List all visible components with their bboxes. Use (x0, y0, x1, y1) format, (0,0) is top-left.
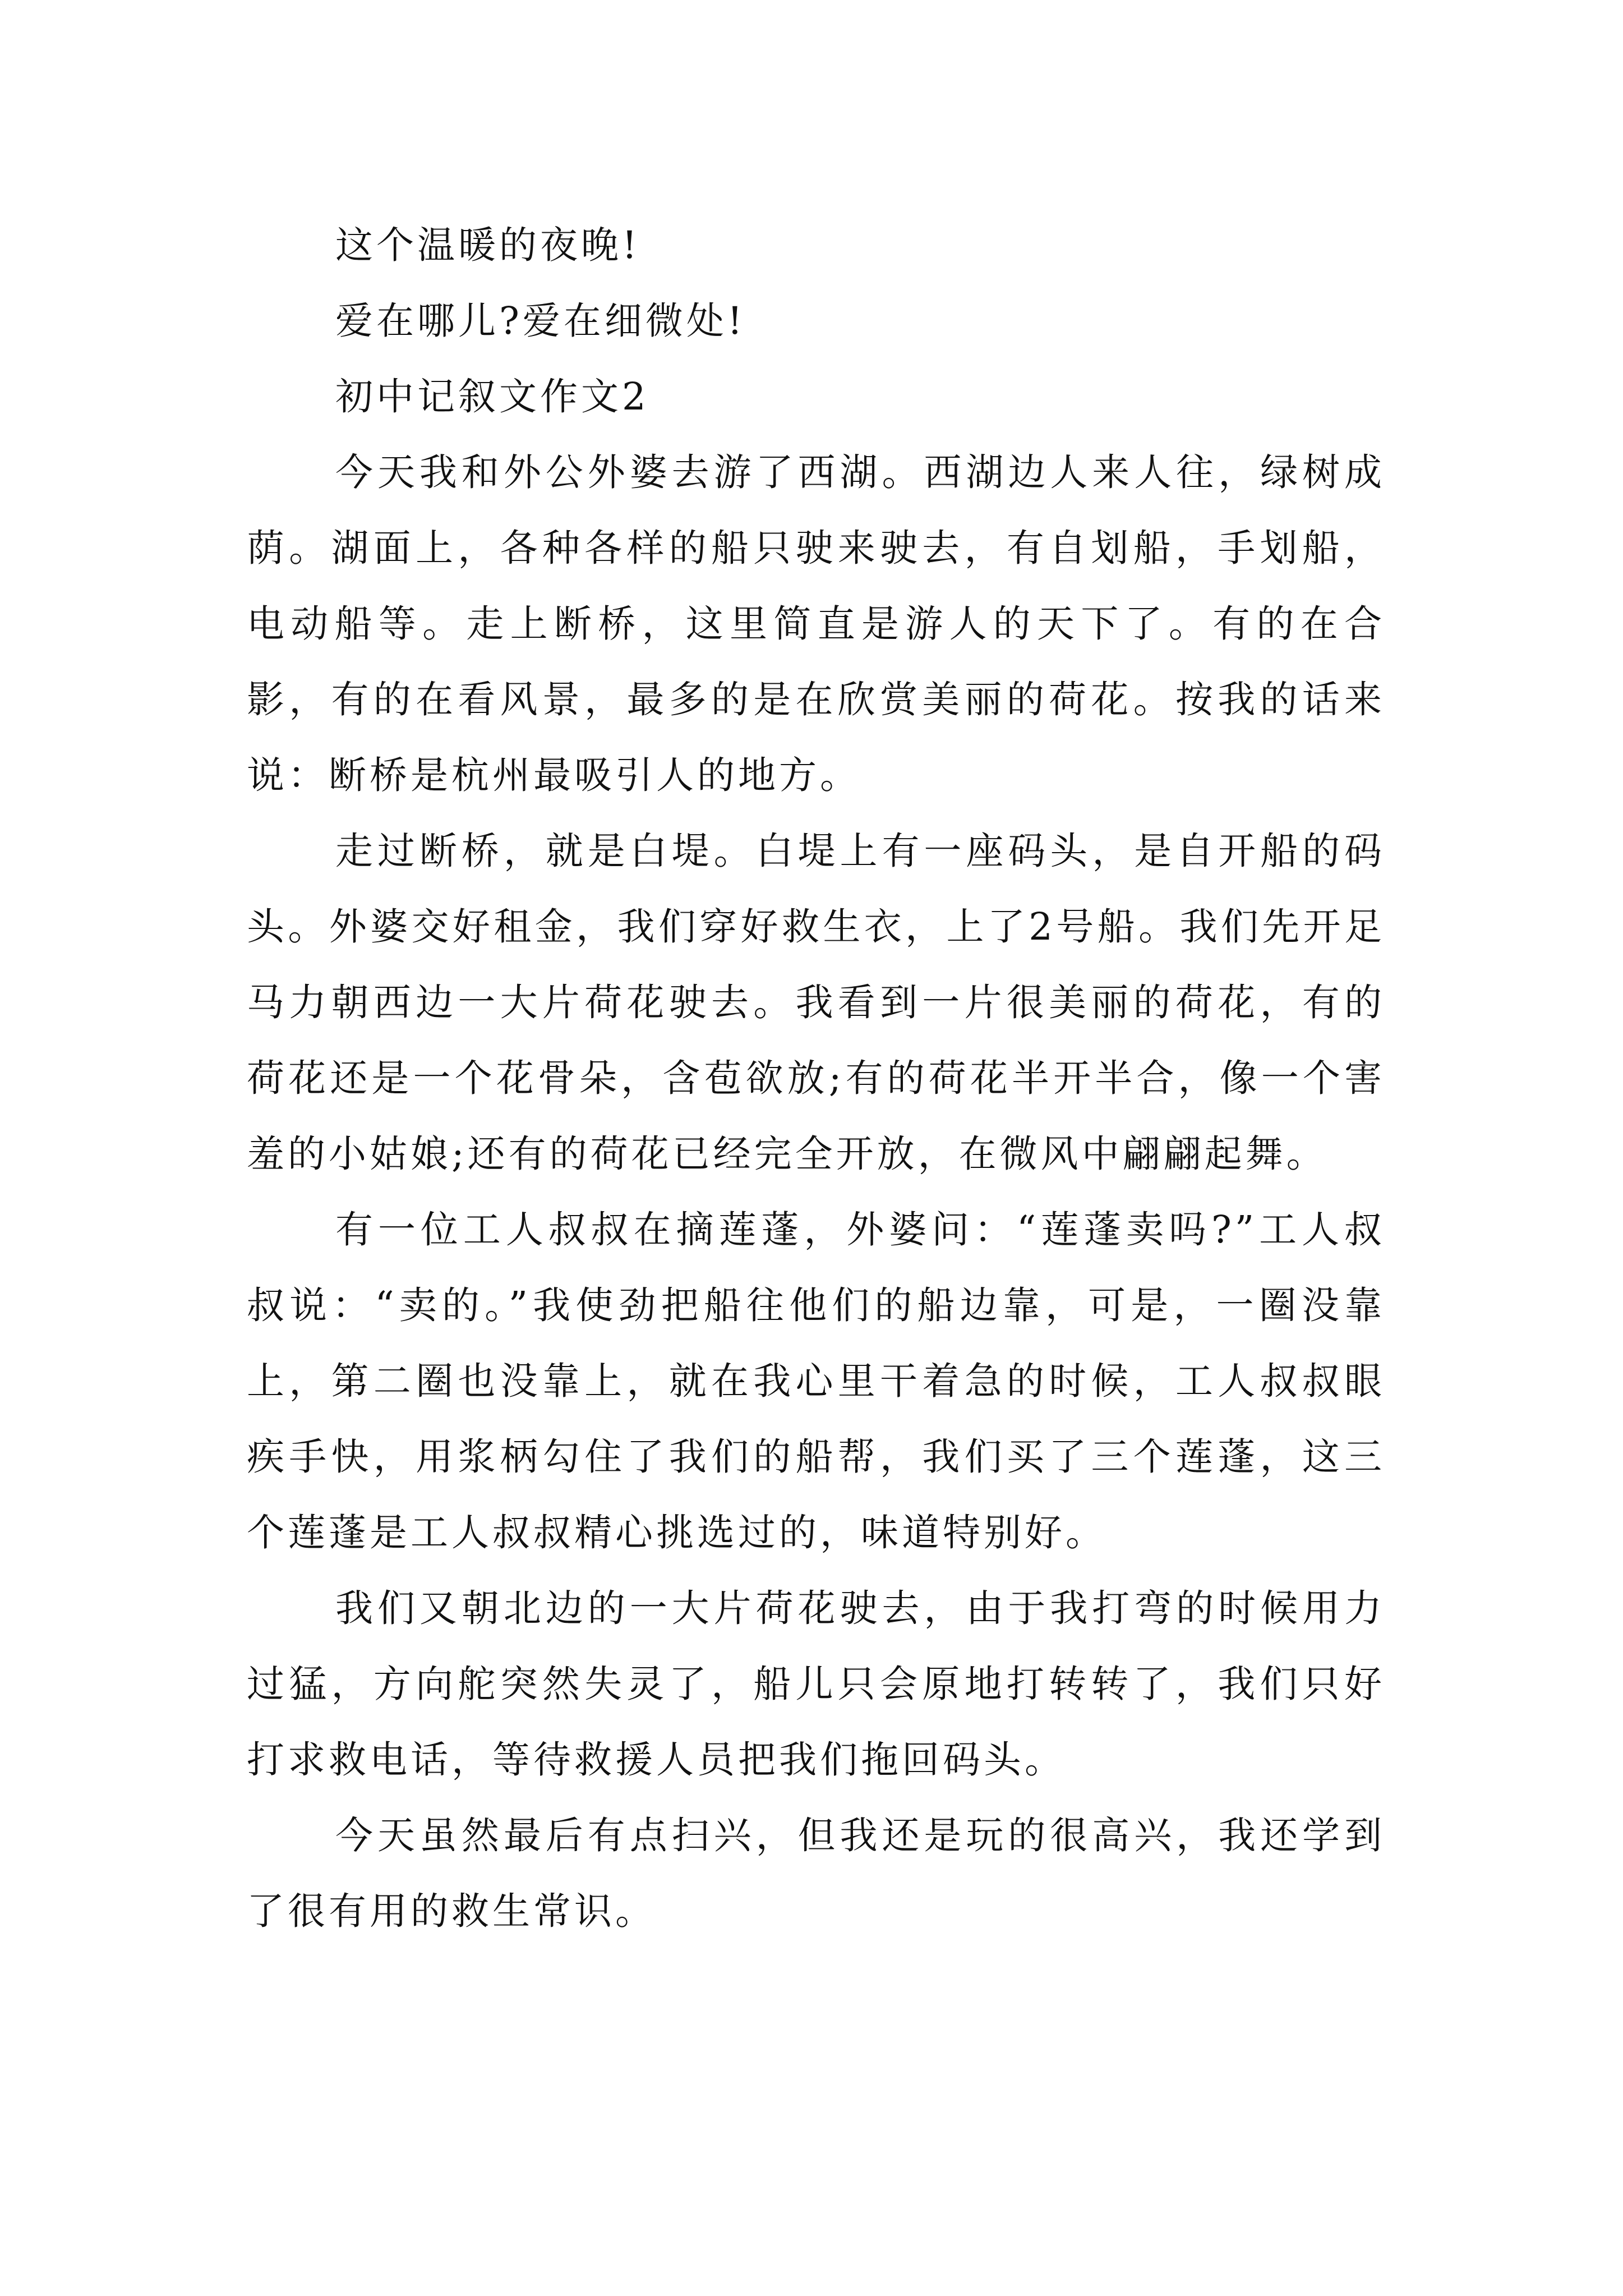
paragraph-conclusion: 今天虽然最后有点扫兴，但我还是玩的很高兴，我还学到了很有用的救生常识。 (247, 1814, 1385, 1933)
document-body (247, 208, 1385, 1949)
paragraph-love-line: 爱在哪儿?爱在细微处! (335, 299, 746, 343)
paragraph-west-lake: 今天我和外公外婆去游了西湖。西湖边人来人往，绿树成荫。湖面上，各种各样的船只驶来驶去，有自划船，手划船，电动船等。走上断桥，这里简直是游人的天下了。有的在合影，有的在看风景，最多的是在欣赏美丽的荷花。按我的话来说：断桥是杭州最吸引人的地方。 (247, 450, 1385, 797)
essay-title: 初中记叙文作文2 (335, 375, 649, 418)
paragraph-lotus-pods: 有一位工人叔叔在摘莲蓬，外婆问：“莲蓬卖吗?”工人叔叔说：“卖的。”我使劲把船往他们的船边靠，可是，一圈没靠上，第二圈也没靠上，就在我心里干着急的时候，工人叔叔眼疾手快，用浆柄勾住了我们的船帮，我们买了三个莲蓬，这三个莲蓬是工人叔叔精心挑选过的，味道特别好。 (247, 1208, 1385, 1554)
paragraph-closing-line: 这个温暖的夜晚! (335, 223, 640, 267)
paragraph-bai-causeway: 走过断桥，就是白堤。白堤上有一座码头，是自开船的码头。外婆交好租金，我们穿好救生衣，上了2号船。我们先开足马力朝西边一大片荷花驶去。我看到一片很美丽的荷花，有的荷花还是一个花骨朵，含苞欲放;有的荷花半开半合，像一个害羞的小姑娘;还有的荷花已经完全开放，在微风中翩翩起舞。 (247, 829, 1385, 1176)
paragraph-rudder-failure: 我们又朝北边的一大片荷花驶去，由于我打弯的时候用力过猛，方向舵突然失灵了，船儿只会原地打转转了，我们只好打求救电话，等待救援人员把我们拖回码头。 (247, 1586, 1385, 1782)
